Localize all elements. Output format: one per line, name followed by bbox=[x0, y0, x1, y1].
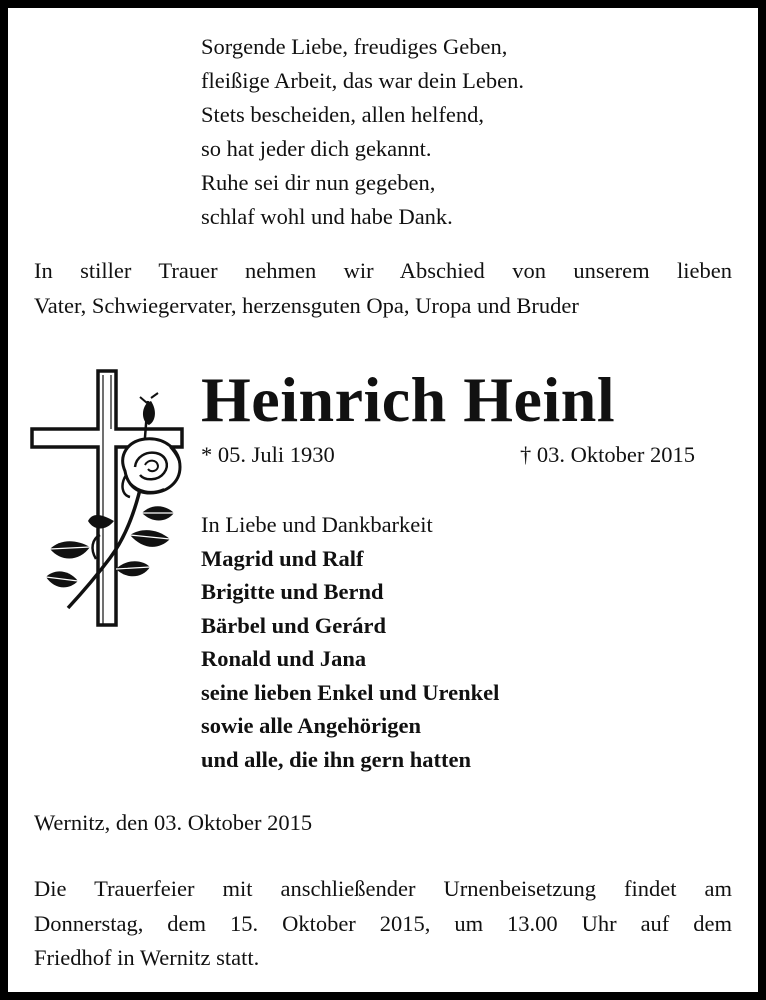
mourner-entry: Brigitte und Bernd bbox=[201, 579, 384, 604]
poem-line: fleißige Arbeit, das war dein Leben. bbox=[201, 68, 525, 93]
place-date: Wernitz, den 03. Oktober 2015 bbox=[34, 810, 313, 835]
mourner-entry: Magrid und Ralf bbox=[201, 545, 364, 571]
poem-line: Ruhe sei dir nun gegeben, bbox=[201, 170, 436, 195]
mourner-entry: und alle, die ihn gern hatten bbox=[201, 746, 472, 772]
ceremony-line: Donnerstag, dem 15. Oktober 2015, um 13.00 Uhr auf dem bbox=[34, 910, 732, 936]
poem-line: Stets bescheiden, allen helfend, bbox=[201, 102, 485, 127]
birth-date: * 05. Juli 1930 bbox=[201, 442, 335, 467]
mourner-entry: seine lieben Enkel und Urenkel bbox=[201, 679, 500, 705]
mourners-intro: In Liebe und Dankbarkeit bbox=[201, 512, 433, 537]
mourner-entry: Ronald und Jana bbox=[201, 646, 367, 671]
ceremony-line: Die Trauerfeier mit anschließender Urnenbeisetzung findet am bbox=[34, 876, 732, 901]
mourner-entry: Bärbel und Gerárd bbox=[201, 612, 387, 638]
poem-line: schlaf wohl und habe Dank. bbox=[201, 204, 453, 229]
mourners-list bbox=[201, 508, 499, 776]
ceremony-info bbox=[34, 872, 732, 976]
mourner-entry: sowie alle Angehörigen bbox=[201, 713, 421, 738]
intro-line: Vater, Schwiegervater, herzensguten Opa, Uropa und Bruder bbox=[34, 293, 579, 318]
cross-with-rose-icon bbox=[30, 363, 190, 633]
poem bbox=[201, 30, 524, 234]
death-date: † 03. Oktober 2015 bbox=[520, 442, 695, 467]
poem-line: Sorgende Liebe, freudiges Geben, bbox=[201, 34, 508, 59]
intro-line: In stiller Trauer nehmen wir Abschied von unserem lieben bbox=[34, 258, 732, 283]
farewell-intro bbox=[34, 253, 732, 323]
poem-line: so hat jeder dich gekannt. bbox=[201, 136, 432, 161]
obituary-notice bbox=[8, 8, 758, 992]
deceased-name: Heinrich Heinl bbox=[201, 364, 616, 435]
ceremony-line: Friedhof in Wernitz statt. bbox=[34, 945, 260, 970]
